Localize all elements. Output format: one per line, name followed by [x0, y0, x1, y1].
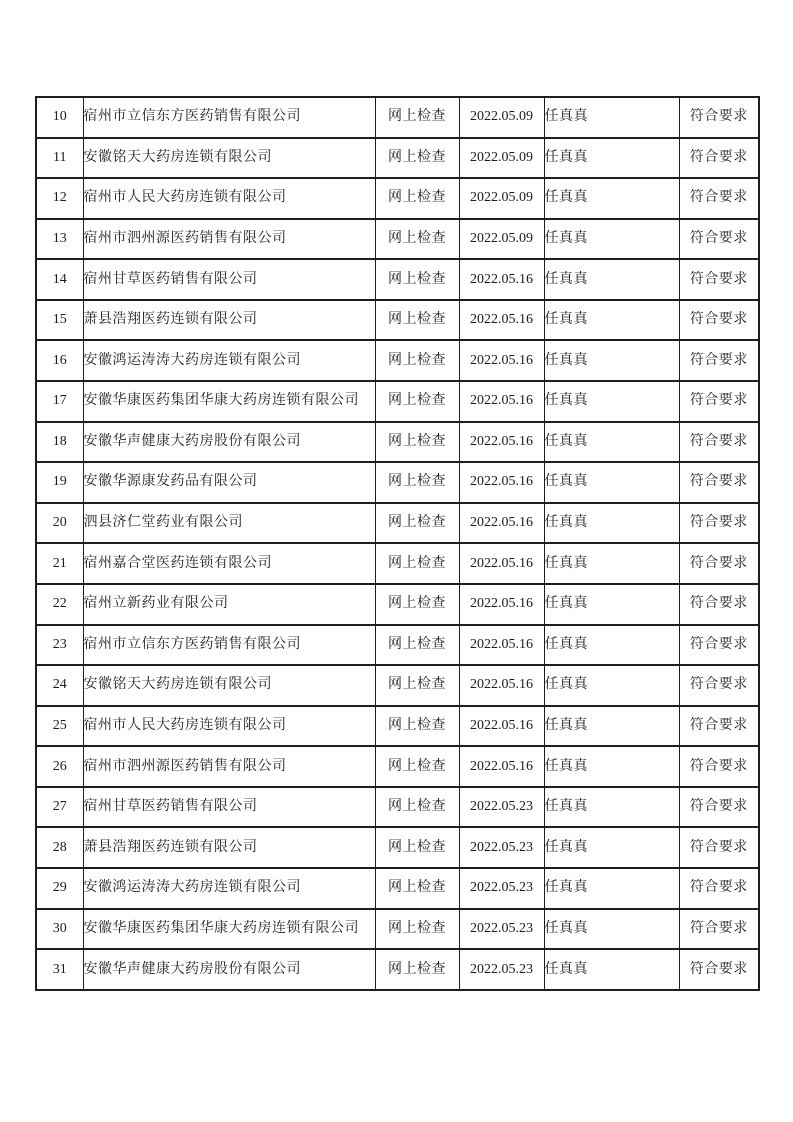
cell-inspection-date: 2022.05.16: [459, 625, 544, 666]
table-row: [36, 746, 759, 787]
cell-company-name: 萧县浩翔医药连锁有限公司: [83, 827, 375, 868]
cell-inspection-result: 符合要求: [679, 949, 759, 990]
cell-company-name: 安徽鸿运涛涛大药房连锁有限公司: [83, 868, 375, 909]
cell-inspection-method: 网上检查: [375, 219, 459, 260]
cell-inspection-method: 网上检查: [375, 138, 459, 179]
cell-inspector-name: 任真真: [544, 706, 679, 747]
cell-inspection-date: 2022.05.09: [459, 138, 544, 179]
cell-inspection-result: 符合要求: [679, 422, 759, 463]
cell-inspection-result: 符合要求: [679, 625, 759, 666]
cell-row-number: 24: [36, 665, 83, 706]
cell-company-name: 泗县济仁堂药业有限公司: [83, 503, 375, 544]
cell-inspection-method: 网上检查: [375, 340, 459, 381]
cell-inspection-result: 符合要求: [679, 462, 759, 503]
cell-inspector-name: 任真真: [544, 300, 679, 341]
table-body: [36, 97, 759, 990]
cell-inspection-date: 2022.05.23: [459, 949, 544, 990]
cell-inspection-result: 符合要求: [679, 503, 759, 544]
cell-inspection-method: 网上检查: [375, 625, 459, 666]
cell-row-number: 27: [36, 787, 83, 828]
cell-inspection-method: 网上检查: [375, 422, 459, 463]
cell-inspection-result: 符合要求: [679, 665, 759, 706]
cell-inspection-result: 符合要求: [679, 300, 759, 341]
cell-row-number: 28: [36, 827, 83, 868]
cell-inspector-name: 任真真: [544, 503, 679, 544]
cell-inspection-method: 网上检查: [375, 259, 459, 300]
cell-inspector-name: 任真真: [544, 543, 679, 584]
table-row: [36, 787, 759, 828]
cell-row-number: 26: [36, 746, 83, 787]
cell-inspection-result: 符合要求: [679, 706, 759, 747]
cell-inspection-date: 2022.05.09: [459, 219, 544, 260]
cell-inspection-date: 2022.05.16: [459, 259, 544, 300]
cell-inspection-method: 网上检查: [375, 300, 459, 341]
cell-company-name: 宿州嘉合堂医药连锁有限公司: [83, 543, 375, 584]
table-row: [36, 462, 759, 503]
cell-row-number: 21: [36, 543, 83, 584]
cell-inspection-date: 2022.05.23: [459, 827, 544, 868]
cell-row-number: 12: [36, 178, 83, 219]
cell-inspection-method: 网上检查: [375, 543, 459, 584]
cell-row-number: 20: [36, 503, 83, 544]
cell-inspection-method: 网上检查: [375, 746, 459, 787]
cell-inspection-date: 2022.05.16: [459, 543, 544, 584]
cell-row-number: 10: [36, 97, 83, 138]
cell-inspection-date: 2022.05.16: [459, 584, 544, 625]
table-row: [36, 625, 759, 666]
cell-company-name: 宿州市泗州源医药销售有限公司: [83, 219, 375, 260]
table-row: [36, 543, 759, 584]
table-row: [36, 138, 759, 179]
cell-company-name: 宿州市泗州源医药销售有限公司: [83, 746, 375, 787]
cell-inspector-name: 任真真: [544, 340, 679, 381]
cell-inspection-method: 网上检查: [375, 706, 459, 747]
cell-inspector-name: 任真真: [544, 219, 679, 260]
table-row: [36, 827, 759, 868]
cell-inspector-name: 任真真: [544, 868, 679, 909]
cell-row-number: 30: [36, 909, 83, 950]
cell-inspection-date: 2022.05.16: [459, 462, 544, 503]
table-row: [36, 381, 759, 422]
cell-inspector-name: 任真真: [544, 462, 679, 503]
table-row: [36, 949, 759, 990]
cell-inspection-result: 符合要求: [679, 138, 759, 179]
cell-inspector-name: 任真真: [544, 909, 679, 950]
cell-inspection-result: 符合要求: [679, 787, 759, 828]
cell-inspector-name: 任真真: [544, 746, 679, 787]
cell-inspection-result: 符合要求: [679, 584, 759, 625]
cell-inspection-date: 2022.05.16: [459, 340, 544, 381]
table-row: [36, 340, 759, 381]
cell-inspection-date: 2022.05.23: [459, 787, 544, 828]
cell-inspector-name: 任真真: [544, 259, 679, 300]
cell-inspection-result: 符合要求: [679, 381, 759, 422]
cell-company-name: 安徽华声健康大药房股份有限公司: [83, 949, 375, 990]
cell-inspector-name: 任真真: [544, 584, 679, 625]
cell-company-name: 安徽鸿运涛涛大药房连锁有限公司: [83, 340, 375, 381]
cell-row-number: 18: [36, 422, 83, 463]
cell-company-name: 安徽华声健康大药房股份有限公司: [83, 422, 375, 463]
cell-row-number: 11: [36, 138, 83, 179]
cell-row-number: 17: [36, 381, 83, 422]
cell-row-number: 22: [36, 584, 83, 625]
cell-company-name: 宿州市人民大药房连锁有限公司: [83, 178, 375, 219]
cell-inspection-result: 符合要求: [679, 746, 759, 787]
cell-inspection-date: 2022.05.16: [459, 300, 544, 341]
cell-inspection-result: 符合要求: [679, 178, 759, 219]
cell-company-name: 安徽华康医药集团华康大药房连锁有限公司: [83, 381, 375, 422]
cell-row-number: 25: [36, 706, 83, 747]
cell-inspector-name: 任真真: [544, 381, 679, 422]
cell-inspection-date: 2022.05.09: [459, 178, 544, 219]
cell-company-name: 宿州市立信东方医药销售有限公司: [83, 97, 375, 138]
cell-inspector-name: 任真真: [544, 138, 679, 179]
cell-inspection-result: 符合要求: [679, 909, 759, 950]
table-row: [36, 300, 759, 341]
cell-inspection-result: 符合要求: [679, 259, 759, 300]
cell-company-name: 宿州立新药业有限公司: [83, 584, 375, 625]
cell-inspection-result: 符合要求: [679, 868, 759, 909]
cell-inspector-name: 任真真: [544, 422, 679, 463]
cell-inspection-method: 网上检查: [375, 787, 459, 828]
cell-company-name: 宿州市人民大药房连锁有限公司: [83, 706, 375, 747]
table-row: [36, 868, 759, 909]
cell-inspection-method: 网上检查: [375, 97, 459, 138]
cell-inspection-date: 2022.05.23: [459, 868, 544, 909]
cell-inspection-method: 网上检查: [375, 381, 459, 422]
cell-company-name: 萧县浩翔医药连锁有限公司: [83, 300, 375, 341]
cell-inspection-result: 符合要求: [679, 543, 759, 584]
cell-inspection-date: 2022.05.16: [459, 422, 544, 463]
cell-company-name: 安徽铭天大药房连锁有限公司: [83, 665, 375, 706]
table-row: [36, 665, 759, 706]
cell-company-name: 宿州甘草医药销售有限公司: [83, 259, 375, 300]
cell-company-name: 安徽华源康发药品有限公司: [83, 462, 375, 503]
table-row: [36, 706, 759, 747]
cell-inspection-method: 网上检查: [375, 949, 459, 990]
cell-inspection-result: 符合要求: [679, 340, 759, 381]
cell-inspector-name: 任真真: [544, 178, 679, 219]
cell-row-number: 15: [36, 300, 83, 341]
cell-inspection-method: 网上检查: [375, 462, 459, 503]
cell-inspection-date: 2022.05.16: [459, 503, 544, 544]
cell-row-number: 23: [36, 625, 83, 666]
cell-inspector-name: 任真真: [544, 787, 679, 828]
table-row: [36, 503, 759, 544]
cell-company-name: 安徽华康医药集团华康大药房连锁有限公司: [83, 909, 375, 950]
cell-inspection-method: 网上检查: [375, 503, 459, 544]
cell-inspector-name: 任真真: [544, 949, 679, 990]
table-row: [36, 584, 759, 625]
cell-inspection-date: 2022.05.23: [459, 909, 544, 950]
cell-company-name: 宿州甘草医药销售有限公司: [83, 787, 375, 828]
cell-inspection-date: 2022.05.16: [459, 665, 544, 706]
cell-inspection-date: 2022.05.16: [459, 746, 544, 787]
cell-inspection-method: 网上检查: [375, 827, 459, 868]
cell-inspection-method: 网上检查: [375, 665, 459, 706]
cell-inspection-method: 网上检查: [375, 178, 459, 219]
table-row: [36, 422, 759, 463]
cell-row-number: 31: [36, 949, 83, 990]
cell-inspection-method: 网上检查: [375, 584, 459, 625]
cell-company-name: 安徽铭天大药房连锁有限公司: [83, 138, 375, 179]
cell-inspection-date: 2022.05.16: [459, 706, 544, 747]
table-row: [36, 909, 759, 950]
cell-inspector-name: 任真真: [544, 665, 679, 706]
table-row: [36, 259, 759, 300]
cell-inspection-method: 网上检查: [375, 868, 459, 909]
cell-row-number: 14: [36, 259, 83, 300]
cell-inspector-name: 任真真: [544, 625, 679, 666]
cell-row-number: 29: [36, 868, 83, 909]
cell-row-number: 13: [36, 219, 83, 260]
table-row: [36, 97, 759, 138]
cell-inspection-result: 符合要求: [679, 219, 759, 260]
cell-inspection-result: 符合要求: [679, 97, 759, 138]
table-row: [36, 219, 759, 260]
cell-inspector-name: 任真真: [544, 827, 679, 868]
cell-inspector-name: 任真真: [544, 97, 679, 138]
cell-row-number: 19: [36, 462, 83, 503]
cell-company-name: 宿州市立信东方医药销售有限公司: [83, 625, 375, 666]
cell-inspection-date: 2022.05.16: [459, 381, 544, 422]
cell-inspection-method: 网上检查: [375, 909, 459, 950]
inspection-table: [35, 96, 760, 991]
cell-row-number: 16: [36, 340, 83, 381]
table-row: [36, 178, 759, 219]
cell-inspection-date: 2022.05.09: [459, 97, 544, 138]
cell-inspection-result: 符合要求: [679, 827, 759, 868]
